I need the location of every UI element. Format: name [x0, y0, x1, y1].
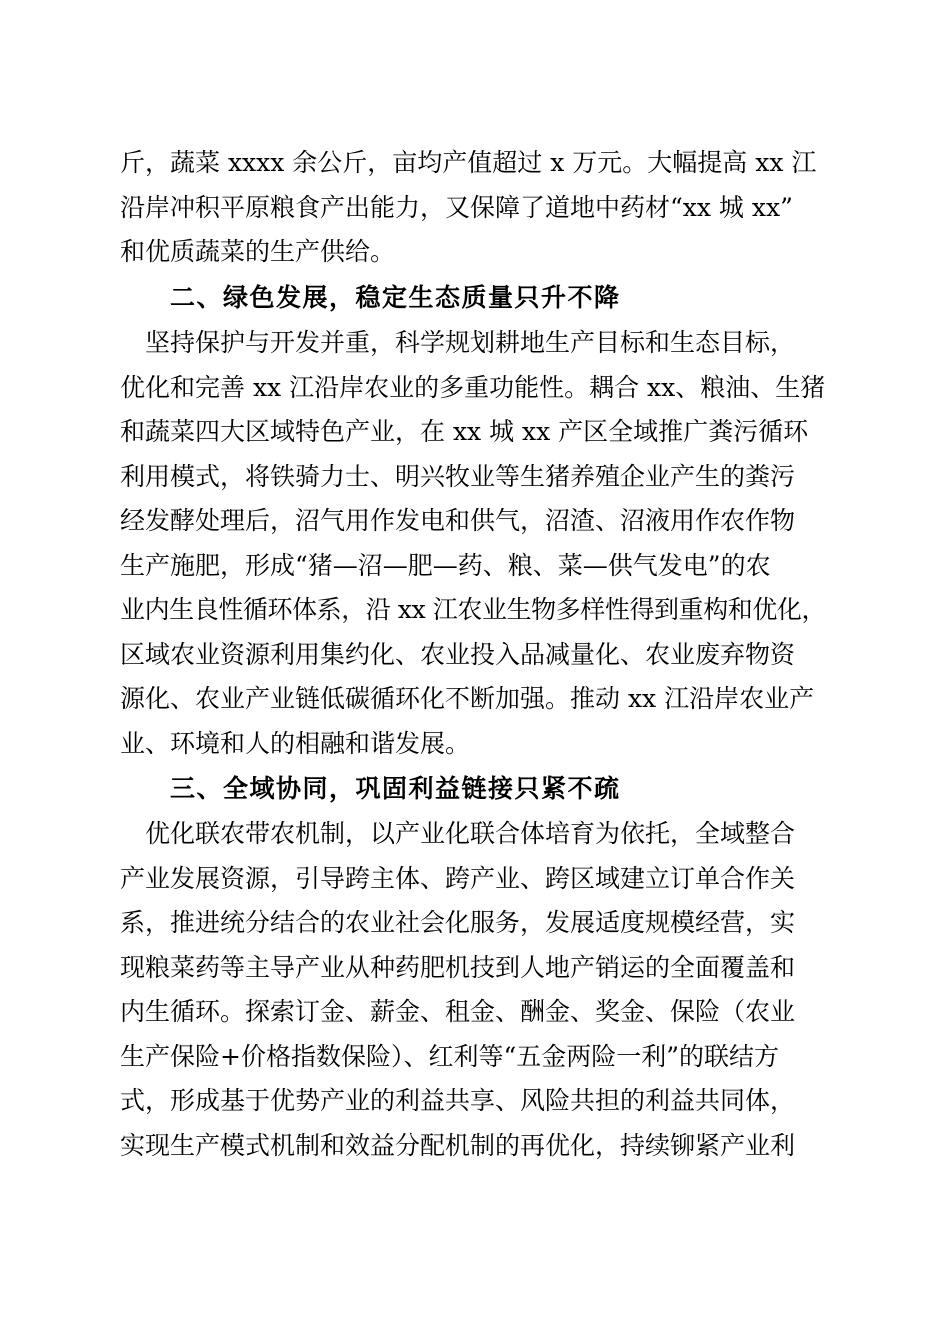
section-heading-regional-coordination: 三、全域协同，巩固利益链接只紧不疏 — [170, 774, 621, 803]
text-line: 生产施肥，形成“猪—沼—肥—药、粮、菜—供气发电”的农 — [120, 550, 771, 580]
text-line: 产业发展资源，引导跨主体、跨产业、跨区域建立订单合作关 — [120, 863, 796, 893]
text-line: 区域农业资源利用集约化、农业投入品减量化、农业废弃物资 — [120, 639, 796, 669]
text-line: 斤，蔬菜 xxxx 余公斤，亩均产值超过 x 万元。大幅提高 xx 江 — [120, 148, 817, 177]
text-line: 和优质蔬菜的生产供给。 — [120, 237, 396, 266]
text-line: 业内生良性循环体系，沿 xx 江农业生物多样性得到重构和优化， — [120, 595, 827, 624]
text-line: 现粮菜药等主导产业从种药肥机技到人地产销运的全面覆盖和 — [120, 952, 796, 982]
paragraph-green-development — [120, 321, 826, 766]
paragraph-regional-coordination — [120, 812, 826, 1168]
text-line: 系，推进统分结合的农业社会化服务，发展适度规模经营，实 — [120, 908, 796, 937]
text-line: 业、环境和人的相融和谐发展。 — [120, 728, 471, 758]
text-line: 源化、农业产业链低碳循环化不断加强。推动 xx 江沿岸农业产 — [120, 684, 815, 713]
text-line: 式，形成基于优势产业的利益共享、风险共担的利益共同体， — [120, 1086, 796, 1115]
text-line: 优化和完善 xx 江沿岸农业的多重功能性。耦合 xx、粮油、生猪 — [120, 372, 826, 402]
text-line: 坚持保护与开发并重，科学规划耕地生产目标和生态目标， — [145, 328, 796, 357]
text-line: 优化联农带农机制，以产业化联合体培育为依托，全域整合 — [145, 819, 796, 848]
section-heading-green-development: 二、绿色发展，稳定生态质量只升不降 — [170, 283, 621, 312]
text-line: 生产保险+价格指数保险）、红利等“五金两险一利”的联结方 — [120, 1041, 780, 1071]
text-line: 和蔬菜四大区域特色产业，在 xx 城 xx 产区全域推广粪污循环 — [120, 417, 809, 446]
text-line: 沿岸冲积平原粮食产出能力，又保障了道地中药材“xx 城 xx” — [120, 192, 793, 222]
text-line: 内生循环。探索订金、薪金、租金、酬金、奖金、保险（农业 — [120, 997, 796, 1026]
text-line: 利用模式，将铁骑力士、明兴牧业等生猪养殖企业产生的粪污 — [120, 461, 796, 491]
text-line: 经发酵处理后，沼气用作发电和供气，沼渣、沼液用作农作物 — [120, 506, 796, 535]
text-line: 实现生产模式机制和效益分配机制的再优化，持续铆紧产业利 — [120, 1130, 796, 1160]
paragraph-continuation — [120, 141, 826, 275]
